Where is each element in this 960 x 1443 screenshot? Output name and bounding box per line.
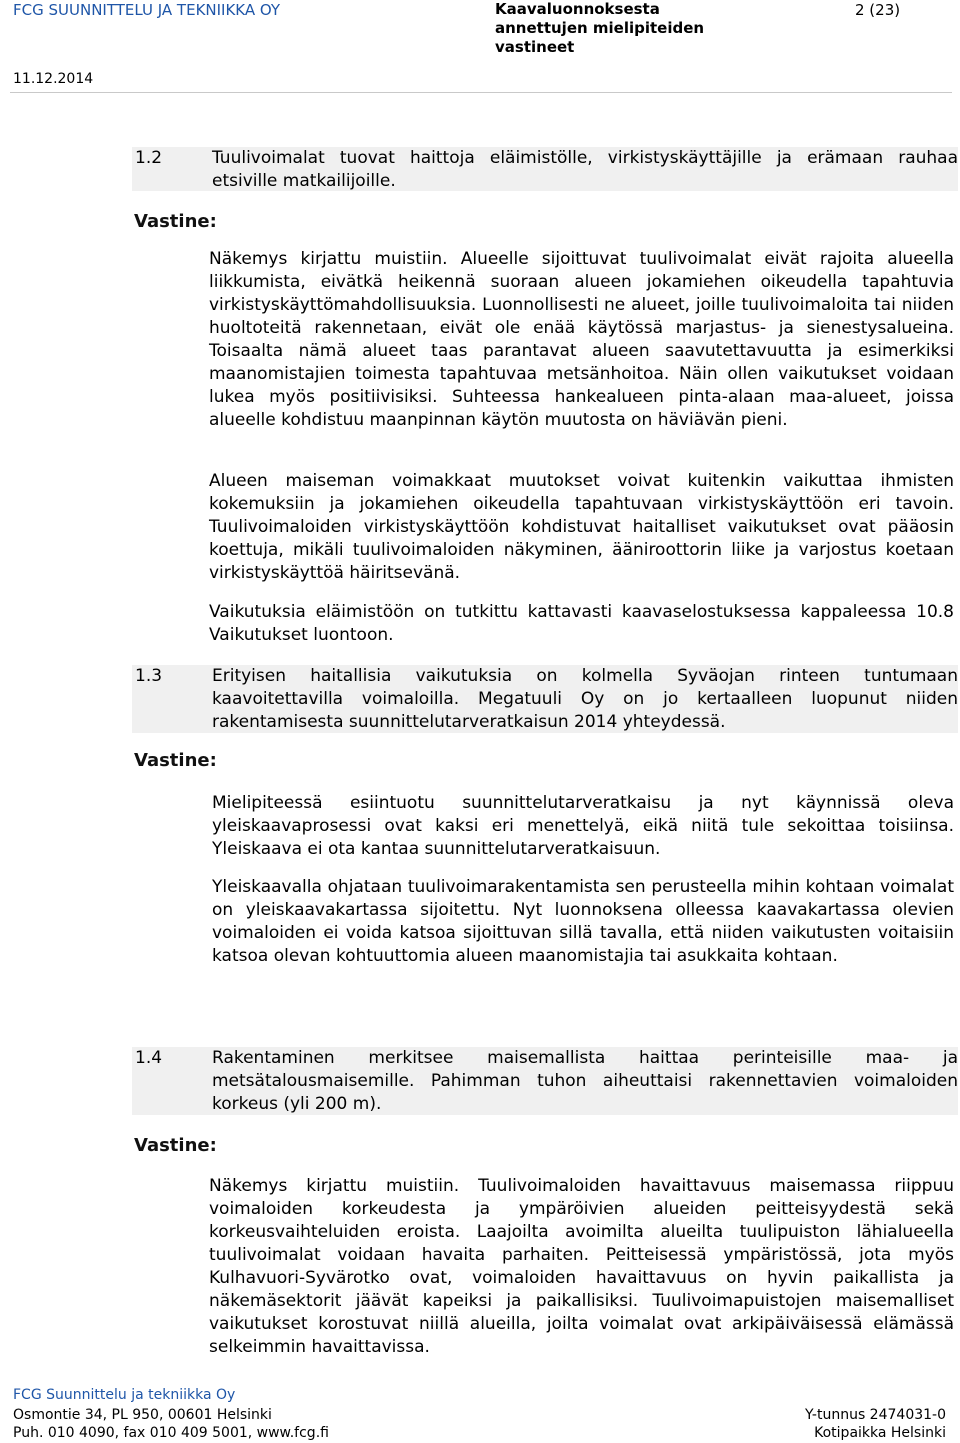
response-label: Vastine: bbox=[134, 211, 217, 232]
item-number: 1.2 bbox=[135, 148, 163, 168]
response-paragraph: Näkemys kirjattu muistiin. Alueelle sijoittuvat tuulivoimalat eivät rajoita alueella liikkumista, eivätkä heikennä suoraan alueen jokamiehen oikeudella tapahtuvia virkistyskäyttömahdollisuuksia. Luonnollisesti ne alueet, joille tuulivoimaloita tai niiden huoltoteitä rakennetaan, eivät ole enää käytössä marjastus- ja sienestysalueina. Toisaalta nämä alueet taas parantavat alueen saavutettavuutta ja esimerkiksi maanomistajien toimesta tapahtuvaa metsänhoitoa. Näin ollen vaikutukset voidaan lukea myös positiivisiksi. Suhteessa hankealueen pinta-alaan maa-alueet, joissa alueelle kohdistuu maanpinnan käytön muutosta on häviävän pieni. bbox=[209, 249, 954, 430]
response-paragraph: Mielipiteessä esiintuotu suunnittelutarveratkaisu ja nyt käynnissä oleva yleiskaavaprosessi ovat kaksi eri menettelyä, eikä niitä tule sekoittaa toisiinsa. Yleiskaava ei ota kantaa suunnittelutarveratkaisuun. bbox=[212, 793, 954, 859]
response-label: Vastine: bbox=[134, 750, 217, 771]
opinion-text: Erityisen haitallisia vaikutuksia on kolmella Syväojan rinteen tuntumaan kaavoitettavilla voimaloilla. Megatuuli Oy on jo kertaalleen luopunut niiden rakentamisesta suunnittelutarveratkaisun 2014 yhteydessä. bbox=[212, 666, 958, 732]
document-title: Kaavaluonnoksesta annettujen mielipiteiden vastineet bbox=[495, 0, 705, 56]
opinion-item-1-2 bbox=[132, 147, 958, 191]
footer-business-id: Y-tunnus 2474031-0 bbox=[805, 1407, 946, 1423]
opinion-text: Tuulivoimalat tuovat haittoja eläimistölle, virkistyskäyttäjille ja erämaan rauhaa etsiville matkailijoille. bbox=[212, 148, 958, 191]
response-label: Vastine: bbox=[134, 1135, 217, 1156]
document-date: 11.12.2014 bbox=[13, 71, 94, 87]
opinion-item-1-4 bbox=[132, 1047, 958, 1115]
header-divider bbox=[10, 92, 952, 93]
footer-company: FCG Suunnittelu ja tekniikka Oy bbox=[13, 1387, 236, 1403]
item-number: 1.3 bbox=[135, 666, 163, 686]
response-paragraph: Alueen maiseman voimakkaat muutokset voivat kuitenkin vaikuttaa ihmisten kokemuksiin ja jokamiehen oikeudella tapahtuvaan virkistyskäyttöön eri tavoin. Tuulivoimaloiden virkistyskäyttöön kohdistuvat haitalliset vaikutukset ovat pääosin koettuja, mikäli tuulivoimaloiden näkyminen, ääniroottorin liike ja varjostus koetaan virkistyskäyttöä häiritsevänä. bbox=[209, 471, 954, 583]
response-paragraph: Yleiskaavalla ohjataan tuulivoimarakentamista sen perusteella mihin kohtaan voimalat on yleiskaavakartassa sijoitettu. Nyt luonnoksena olleessa kaavakartassa olevien voimaloiden ei voida katsoa sijoittuvan sillä tavalla, että niiden vaikutusten voitaisiin katsoa olevan kohtuuttomia alueen maanomistajia tai asukkaita kohtaan. bbox=[212, 877, 954, 966]
opinion-item-1-3 bbox=[132, 665, 958, 733]
page-number: 2 (23) bbox=[855, 1, 901, 19]
response-paragraph: Näkemys kirjattu muistiin. Tuulivoimaloiden havaittavuus maisemassa riippuu voimaloiden korkeudesta ja ympäröivien alueiden peitteisyydestä sekä korkeusvaihteluiden eroista. Laajoilta avoimilta alueilta tuulipuiston lähialueella tuulivoimalat voidaan havaita parhaiten. Peitteisessä ympäristössä, jota myös Kulhavuori-Syvärotko ovat, voimaloiden havaittavuus on hyvin paikallista ja näkemäsektorit jäävät kapeiksi ja paikallisiksi. Tuulivoimapuistojen maisemalliset vaikutukset korostuvat niillä alueilla, joilta voimalat ovat arkipäiväisessä elämässä selkeimmin havaittavissa. bbox=[209, 1176, 954, 1357]
item-number: 1.4 bbox=[135, 1048, 163, 1068]
company-name: FCG SUUNNITTELU JA TEKNIIKKA OY bbox=[13, 1, 281, 19]
footer-address: Osmontie 34, PL 950, 00601 Helsinki bbox=[13, 1407, 272, 1423]
footer-phone: Puh. 010 4090, fax 010 409 5001, www.fcg.fi bbox=[13, 1425, 329, 1441]
response-paragraph: Vaikutuksia eläimistöön on tutkittu kattavasti kaavaselostuksessa kappaleessa 10.8 Vaikutukset luontoon. bbox=[209, 602, 954, 645]
footer-domicile: Kotipaikka Helsinki bbox=[814, 1425, 946, 1441]
opinion-text: Rakentaminen merkitsee maisemallista haittaa perinteisille maa- ja metsätalousmaisemille. Pahimman tuhon aiheuttaisi rakennettavien voimaloiden korkeus (yli 200 m). bbox=[212, 1048, 958, 1114]
